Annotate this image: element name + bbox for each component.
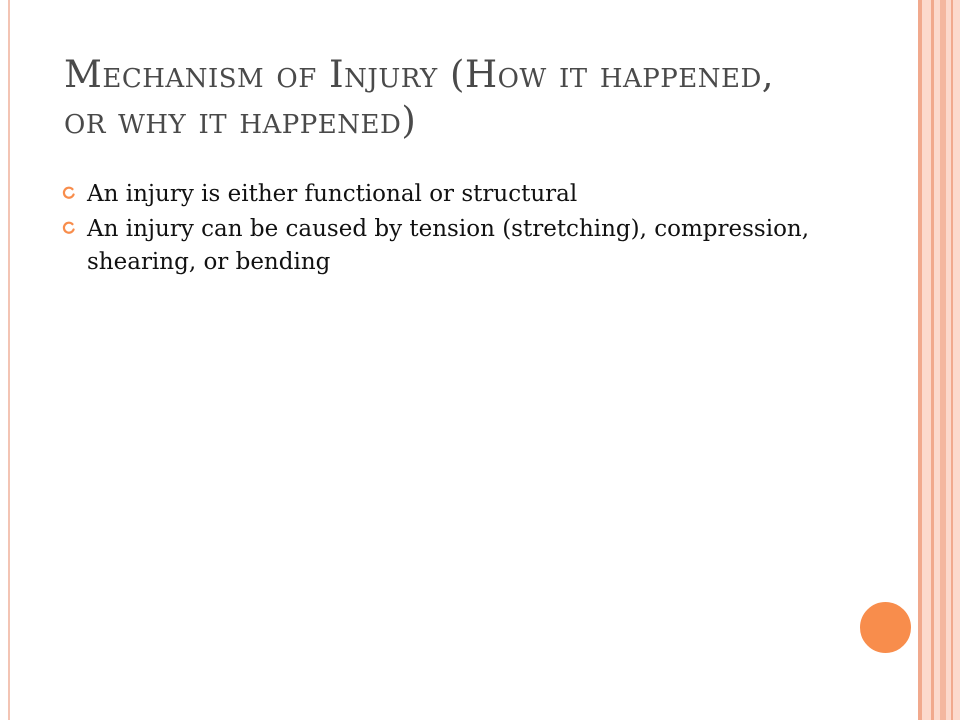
bullet-item [62,213,842,279]
decorative-stripe [951,0,953,720]
decorative-stripe [931,0,934,720]
bullet-item [62,178,842,211]
slide-title: Mechanism of Injury (How it happened, or why it happened) [64,53,775,143]
right-decorative-band [918,0,960,720]
bullet-list [62,178,842,281]
open-circle-bullet-icon [62,186,76,200]
open-circle-bullet-icon [62,221,76,235]
bullet-text: An injury is either functional or structural [87,181,578,207]
left-border-rule [8,0,10,720]
bullet-text: An injury can be caused by tension (stretching), compression, shearing, or bending [87,216,810,275]
decorative-orange-circle [857,599,914,656]
decorative-stripe [918,0,922,720]
decorative-stripe [940,0,946,720]
